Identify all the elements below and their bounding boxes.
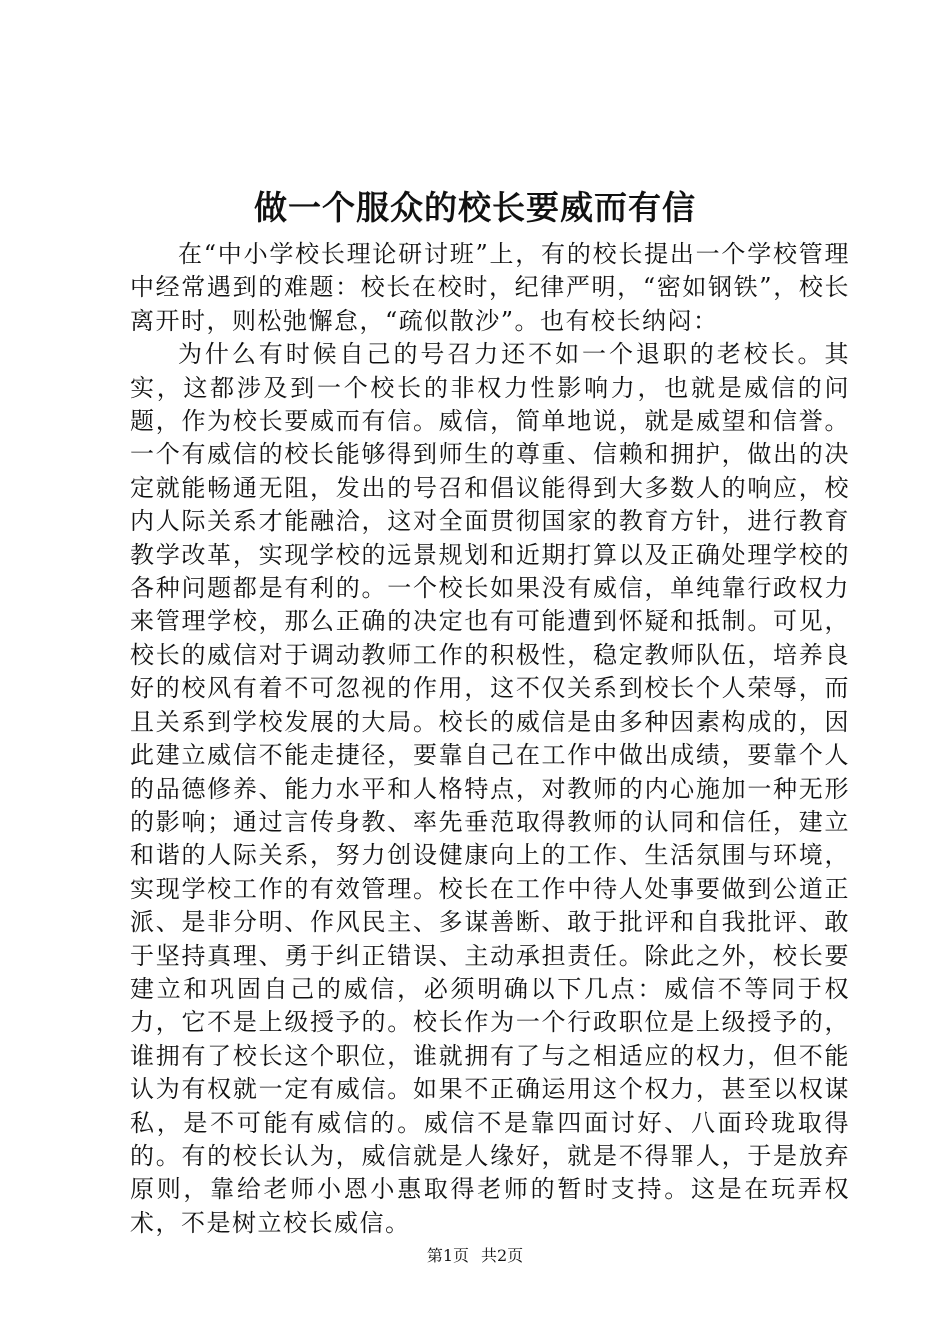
- paragraph: 为什么有时候自己的号召力还不如一个退职的老校长。其实，这都涉及到一个校长的非权力性影响力，也就是威信的问题，作为校长要威而有信。威信，简单地说，就是威望和信誉。一个有威信的校长能够得到师生的尊重、信赖和拥护，做出的决定就能畅通无阻，发出的号召和倡议能得到大多数人的响应，校内人际关系才能融洽，这对全面贯彻国家的教育方针，进行教育教学改革，实现学校的远景规划和近期打算以及正确处理学校的各种问题都是有利的。一个校长如果没有威信，单纯靠行政权力来管理学校，那么正确的决定也有可能遭到怀疑和抵制。可见，校长的威信对于调动教师工作的积极性，稳定教师队伍，培养良好的校风有着不可忽视的作用，这不仅关系到校长个人荣辱，而且关系到学校发展的大局。校长的威信是由多种因素构成的，因此建立威信不能走捷径，要靠自己在工作中做出成绩，要靠个人的品德修养、能力水平和人格特点，对教师的内心施加一种无形的影响；通过言传身教、率先垂范取得教师的认同和信任，建立和谐的人际关系，努力创设健康向上的工作、生活氛围与环境，实现学校工作的有效管理。校长在工作中待人处事要做到公道正派、是非分明、作风民主、多谋善断、敢于批评和自我批评、敢于坚持真理、勇于纠正错误、主动承担责任。除此之外，校长要建立和巩固自己的威信，必须明确以下几点：威信不等同于权力，它不是上级授予的。校长作为一个行政职位是上级授予的，谁拥有了校长这个职位，谁就拥有了与之相适应的权力，但不能认为有权就一定有威信。如果不正确运用这个权力，甚至以权谋私，是不可能有威信的。威信不是靠四面讨好、八面玲珑取得的。有的校长认为，威信就是人缘好，就是不得罪人，于是放弃原则，靠给老师小恩小惠取得老师的暂时支持。这是在玩弄权术，不是树立校长威信。: [130, 340, 850, 1237]
- document-title: 做一个服众的校长要威而有信: [254, 188, 696, 227]
- document-body: [130, 238, 850, 1240]
- paragraph: 在“中小学校长理论研讨班”上，有的校长提出一个学校管理中经常遇到的难题：校长在校时，纪律严明，“密如钢铁”，校长离开时，则松弛懈怠，“疏似散沙”。也有校长纳闷：: [130, 240, 850, 335]
- page-footer: [0, 1245, 950, 1267]
- page-number: 第1页: [426, 1246, 469, 1265]
- page-total: 共2页: [481, 1246, 524, 1265]
